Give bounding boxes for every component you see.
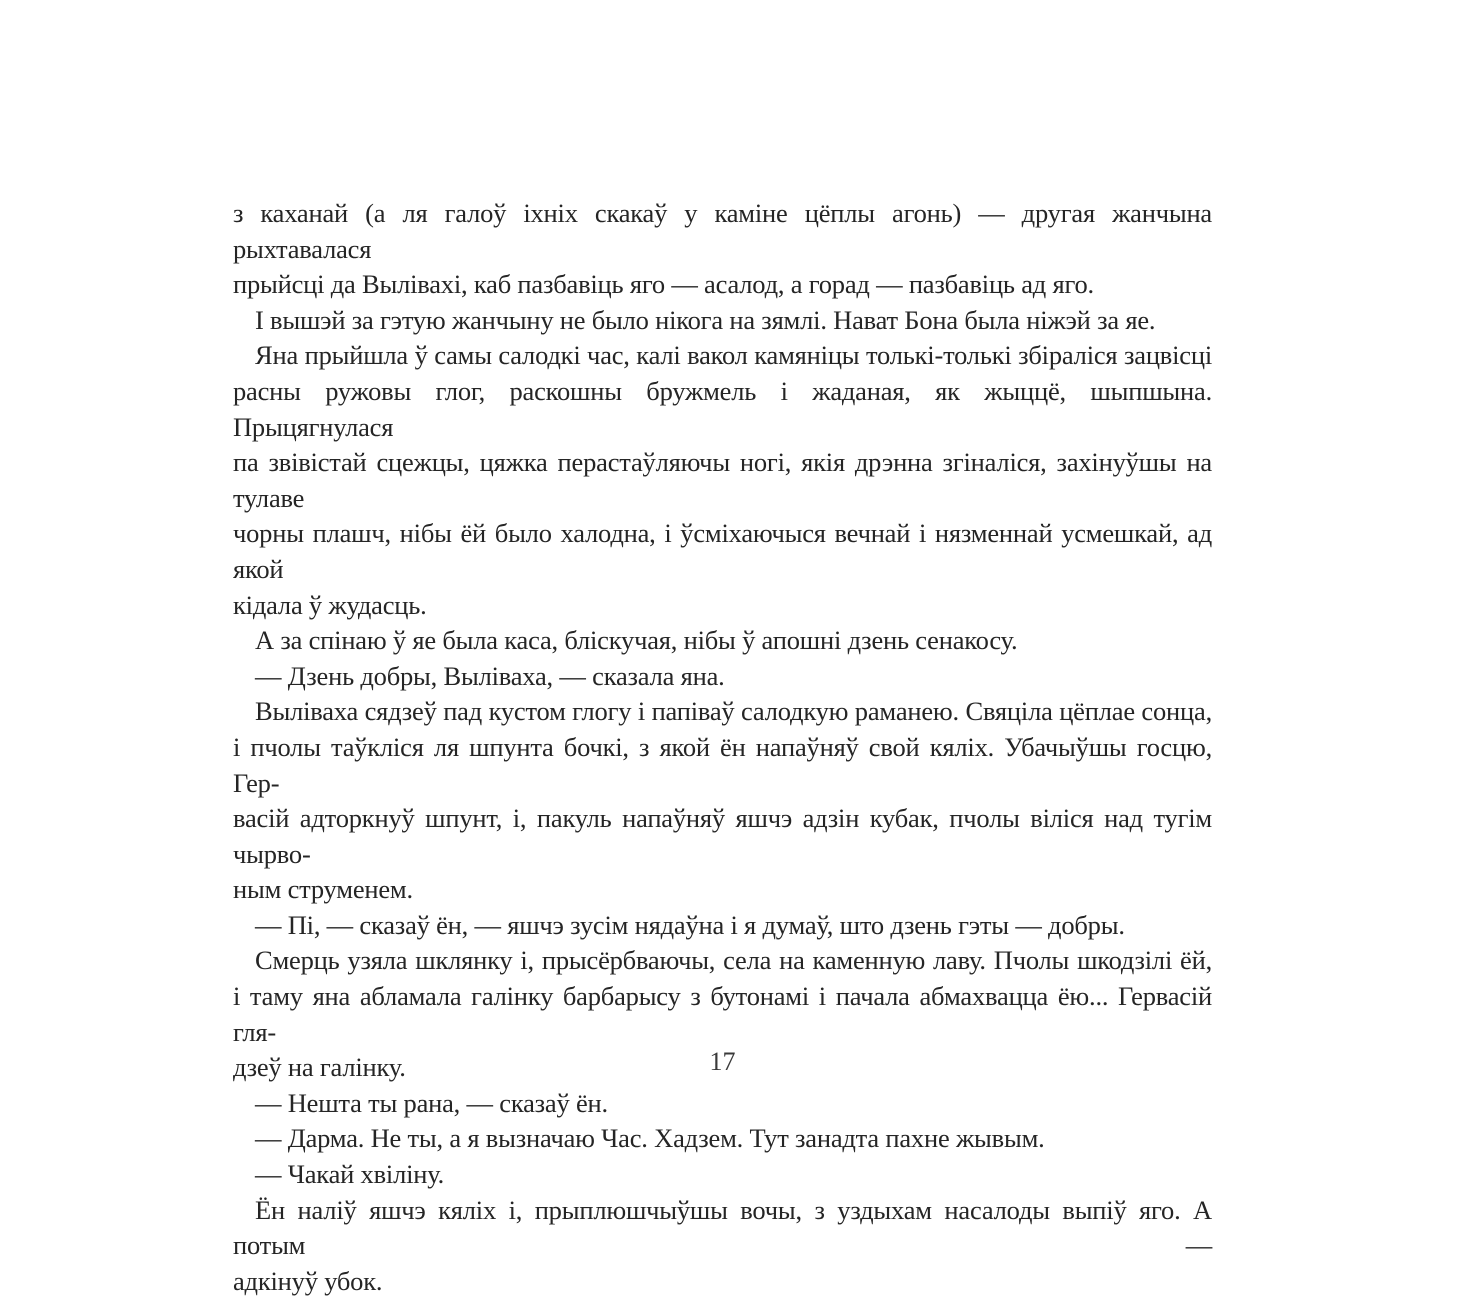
text-line: адкінуў убок. xyxy=(233,1265,383,1296)
text-line: па звівістай сцежцы, цяжка перастаўляючы ногі, якія дрэнна згіналіся, захінуўшы на тулаве xyxy=(233,447,1212,513)
paragraph xyxy=(233,694,1212,908)
text-line: васій адторкнуў шпунт, і, пакуль напаўняў яшчэ адзін кубак, пчолы віліся над тугім чырво- xyxy=(233,803,1212,869)
paragraph xyxy=(233,1086,1212,1122)
paragraph xyxy=(233,1121,1212,1157)
text-line: — Чакай хвіліну. xyxy=(255,1159,445,1190)
paragraph xyxy=(233,196,1212,303)
text-line: ным струменем. xyxy=(233,874,413,905)
text-line: з каханай (а ля галоў іхніх скакаў у каміне цёплы агонь) — другая жанчына рыхтавалася xyxy=(233,198,1212,264)
text-line: Ён наліў яшчэ кяліх і, прыплюшчыўшы вочы, з уздыхам насалоды выпіў яго. А потым — xyxy=(233,1194,1212,1261)
text-line: Выліваха сядзеў пад кустом глогу і папіваў салодкую раманею. Свяціла цёплае сонца, xyxy=(255,696,1212,727)
text-line: — Пі, — сказаў ён, — яшчэ зусім нядаўна і я думаў, што дзень гэты — добры. xyxy=(255,909,1125,940)
paragraph xyxy=(233,623,1212,659)
text-line: Яна прыйшла ў самы салодкі час, калі вакол камяніцы толькі-толькі збіраліся зацвісці xyxy=(255,340,1212,371)
paragraph xyxy=(233,1157,1212,1193)
text-line: Смерць узяла шклянку і, прысёрбваючы, села на каменную лаву. Пчолы шкодзілі ёй, xyxy=(255,945,1212,976)
paragraph xyxy=(233,908,1212,944)
text-line: І вышэй за гэтую жанчыну не было нікога на зямлі. Нават Бона была ніжэй за яе. xyxy=(255,304,1156,335)
book-page-text xyxy=(233,196,1212,1299)
paragraph xyxy=(233,1193,1212,1299)
page-number: 17 xyxy=(709,1047,736,1076)
text-line: — Дарма. Не ты, а я вызначаю Час. Хадзем. Тут занадта пахне жывым. xyxy=(255,1123,1045,1154)
text-line: расны ружовы глог, раскошны бружмель і жаданая, як жыццё, шыпшына. Прыцягнулася xyxy=(233,375,1212,442)
text-line: і таму яна абламала галінку барбарысу з бутонамі і пачала абмахвацца ёю... Гервасій гля- xyxy=(233,981,1212,1047)
text-line: кідала ў жудасць. xyxy=(233,589,427,620)
text-line: чорны плашч, нібы ёй было халодна, і ўсміхаючыся вечнай і нязменнай усмешкай, ад якой xyxy=(233,518,1212,584)
text-line: і пчолы таўкліся ля шпунта бочкі, з якой ён напаўняў свой кяліх. Убачыўшы госцю, Гер- xyxy=(233,731,1212,798)
text-line: — Дзень добры, Выліваха, — сказала яна. xyxy=(255,660,725,691)
text-line: — Нешта ты рана, — сказаў ён. xyxy=(255,1087,608,1118)
text-line: дзеў на галінку. xyxy=(233,1052,406,1083)
paragraph xyxy=(233,338,1212,623)
text-line: прыйсці да Вылівахі, каб пазбавіць яго — асалод, а горад — пазбавіць ад яго. xyxy=(233,269,1094,300)
paragraph xyxy=(233,303,1212,339)
paragraph xyxy=(233,659,1212,695)
text-line: А за спінаю ў яе была каса, бліскучая, нібы ў апошні дзень сенакосу. xyxy=(255,625,1018,656)
